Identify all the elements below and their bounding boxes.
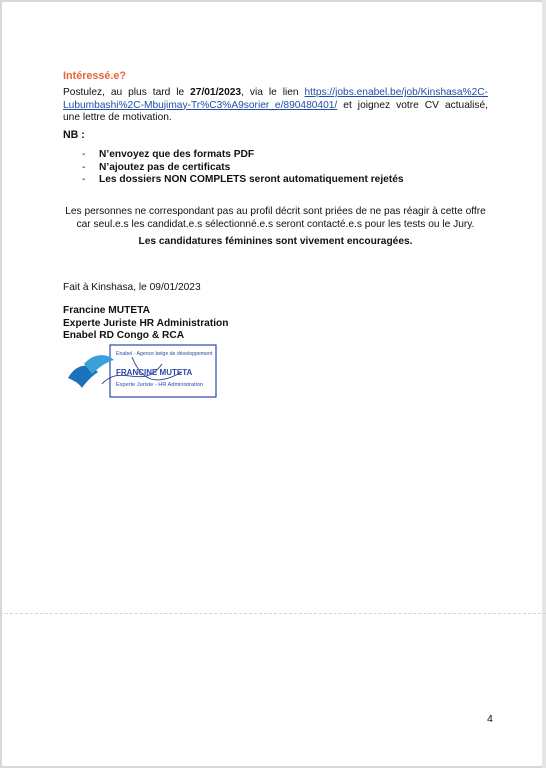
- official-stamp: [62, 342, 222, 402]
- stamp-line-3: Experte Juriste - HR Administration: [116, 382, 204, 388]
- section-heading: Intéressé.e?: [63, 70, 127, 82]
- signatory-title: Experte Juriste HR Administration: [63, 317, 229, 329]
- notes-list: [82, 149, 404, 187]
- para1-text-3: et joignez votre CV actualisé, une lettre de motivation.: [63, 99, 488, 123]
- signatory-org: Enabel RD Congo & RCA: [63, 330, 185, 341]
- note-item: - N’envoyez que des formats PDF: [82, 149, 404, 162]
- application-paragraph: [63, 87, 488, 125]
- stamp-line-2: FRANCINE MUTETA: [116, 368, 193, 377]
- job-link[interactable]: https://jobs.enabel.be/job/Kinshasa%2C-Lubumbashi%2C-Mbujimay-Tr%C3%A9sorier_e/890480401/: [63, 87, 489, 111]
- page-break-line: [0, 613, 546, 614]
- note-item: - Les dossiers NON COMPLETS seront automatiquement rejetés: [82, 174, 404, 187]
- disclaimer-paragraph: Les personnes ne correspondant pas au profil décrit sont priées de ne pas réagir à cette offre car seul.e.s les candidat.e.s sélectionné.e.s seront contacté.e.s pour les tests ou le Jury.: [65, 206, 486, 230]
- signature-block: [63, 305, 229, 343]
- signatory-name: Francine MUTETA: [63, 305, 150, 316]
- encouragement-line: Les candidatures féminines sont vivement encouragées.: [138, 236, 413, 247]
- stamp-line-1: Enabel - Agence belge de développement: [116, 351, 213, 357]
- para1-text-2: , via le lien: [241, 87, 305, 98]
- deadline-date: 27/01/2023: [190, 87, 242, 98]
- note-item: - N’ajoutez pas de certificats: [82, 162, 404, 175]
- para1-text-1: Postulez, au plus tard le: [63, 87, 191, 98]
- place-date: Fait à Kinshasa, le 09/01/2023: [63, 282, 201, 293]
- page-edge: [542, 0, 546, 768]
- nb-label: NB :: [63, 129, 85, 141]
- page-number: 4: [487, 713, 493, 725]
